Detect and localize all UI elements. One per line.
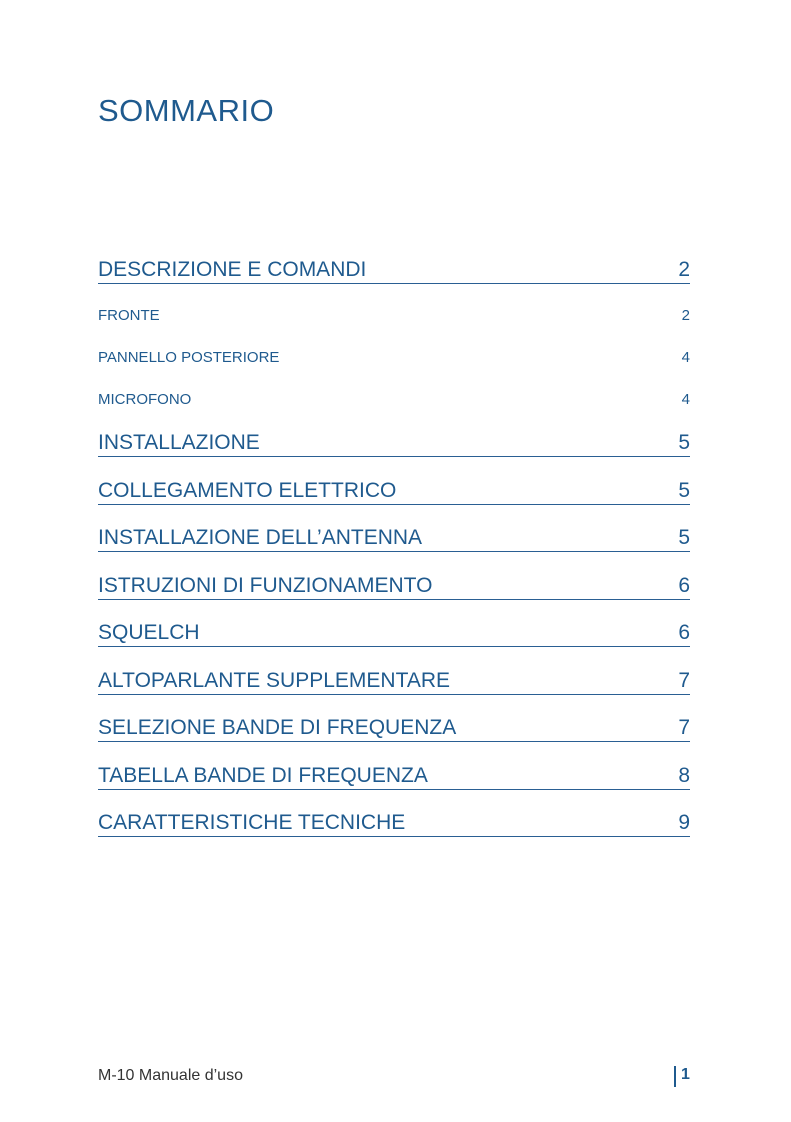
toc-entry-page: 9	[678, 811, 690, 834]
footer-page-number: 1	[681, 1066, 690, 1083]
toc-entry[interactable]	[98, 552, 690, 600]
footer-document-name: M-10 Manuale d’uso	[98, 1067, 243, 1084]
toc-subentry-label: PANNELLO POSTERIORE	[98, 348, 280, 366]
toc-entry-page: 6	[678, 621, 690, 644]
toc-entry-label: INSTALLAZIONE DELL’ANTENNA	[98, 526, 423, 549]
toc-entry-page: 5	[678, 478, 690, 502]
toc-subentry-page: 2	[681, 306, 690, 324]
table-of-contents	[98, 236, 690, 837]
toc-subentry-page: 4	[681, 348, 690, 366]
toc-subentry-page: 4	[681, 390, 690, 408]
toc-subentry-label: MICROFONO	[98, 390, 192, 408]
toc-entry[interactable]	[98, 236, 690, 284]
toc-entry-page: 7	[678, 668, 690, 692]
toc-entry[interactable]	[98, 790, 690, 838]
page-title: SOMMARIO	[98, 92, 275, 128]
toc-entry[interactable]	[98, 505, 690, 553]
toc-entry-label: DESCRIZIONE E COMANDI	[98, 257, 367, 281]
toc-entry[interactable]	[98, 647, 690, 695]
toc-entry[interactable]	[98, 742, 690, 790]
toc-entry-label: COLLEGAMENTO ELETTRICO	[98, 478, 397, 502]
toc-subentry[interactable]	[98, 284, 690, 326]
toc-entry-label: SELEZIONE BANDE DI FREQUENZA	[98, 716, 457, 739]
toc-entry-page: 5	[678, 526, 690, 549]
toc-entry-page: 6	[678, 573, 690, 597]
toc-entry[interactable]	[98, 695, 690, 743]
toc-subentry-label: FRONTE	[98, 306, 160, 324]
toc-entry-label: INSTALLAZIONE	[98, 431, 260, 454]
toc-entry-page: 8	[678, 763, 690, 787]
toc-subentry[interactable]	[98, 368, 690, 410]
toc-entry-page: 5	[678, 431, 690, 454]
toc-entry-label: SQUELCH	[98, 621, 200, 644]
toc-entry[interactable]	[98, 457, 690, 505]
toc-entry-label: ISTRUZIONI DI FUNZIONAMENTO	[98, 573, 433, 597]
toc-entry[interactable]	[98, 600, 690, 648]
toc-subentry[interactable]	[98, 326, 690, 368]
toc-entry-page: 2	[678, 257, 690, 281]
footer-separator	[674, 1066, 676, 1087]
toc-entry-label: TABELLA BANDE DI FREQUENZA	[98, 763, 428, 787]
toc-entry-label: CARATTERISTICHE TECNICHE	[98, 811, 406, 834]
toc-entry-page: 7	[678, 716, 690, 739]
toc-entry-label: ALTOPARLANTE SUPPLEMENTARE	[98, 668, 451, 692]
toc-entry[interactable]	[98, 410, 690, 458]
